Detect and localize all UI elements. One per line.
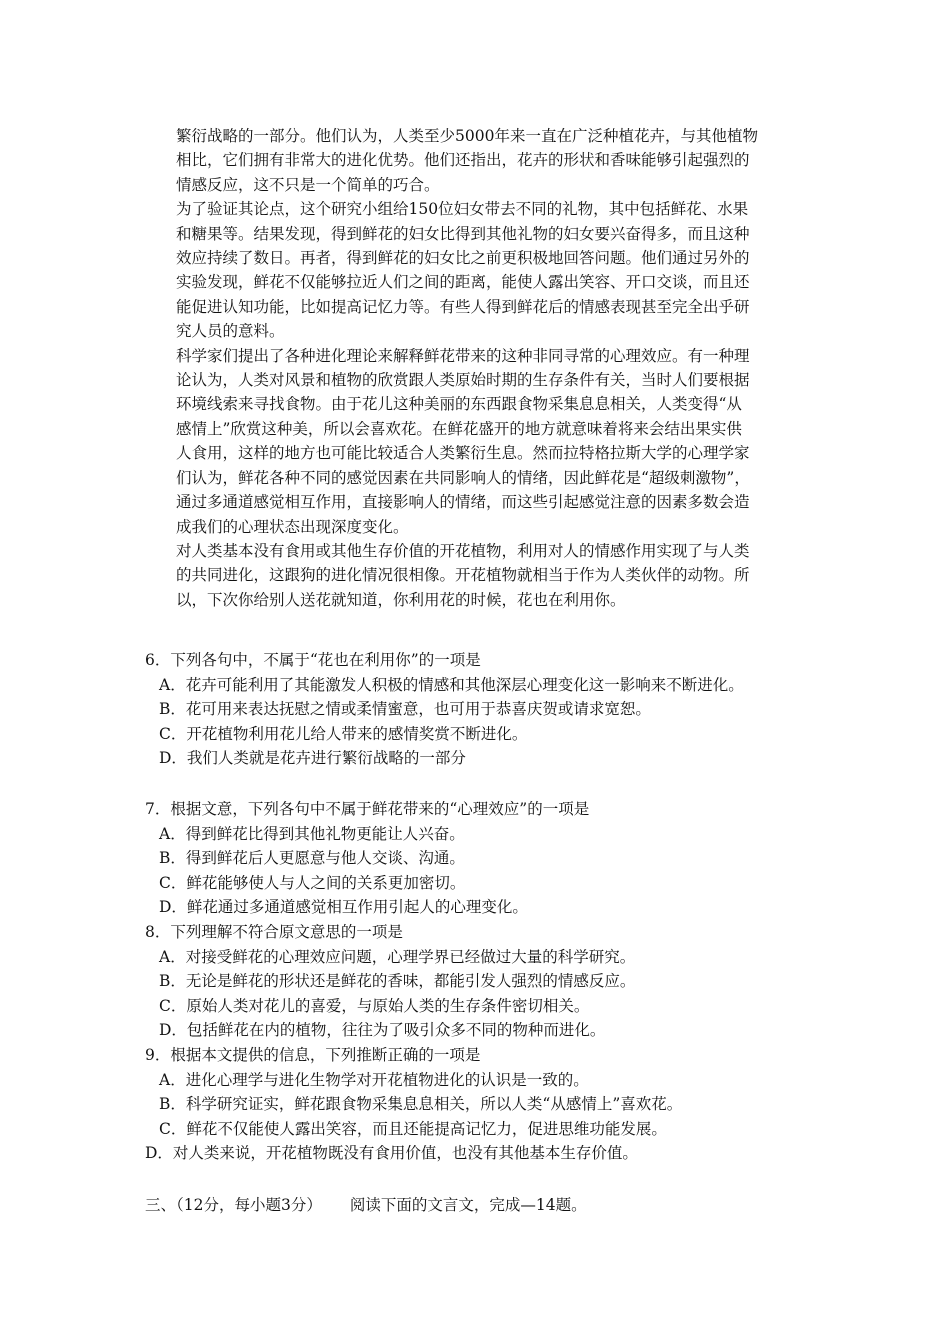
option-a: A．得到鲜花比得到其他礼物更能让人兴奋。	[159, 824, 465, 843]
passage-paragraph-2	[176, 197, 816, 343]
passage-line: 对人类基本没有食用或其他生存价值的开花植物，利用对人的情感作用实现了与人类	[176, 541, 750, 560]
passage-line: 以，下次你给别人送花就知道，你利用花的时候，花也在利用你。	[176, 590, 626, 609]
passage-line: 论认为，人类对风景和植物的欣赏跟人类原始时期的生存条件有关，当时人们要根据	[176, 371, 750, 390]
passage-line: 相比，它们拥有非常大的进化优势。他们还指出，花卉的形状和香味能够引起强烈的	[176, 151, 750, 170]
option-a: A．进化心理学与进化生物学对开花植物进化的认识是一致的。	[159, 1070, 589, 1089]
passage-line: 效应持续了数日。再者，得到鲜花的妇女比之前更积极地回答问题。他们通过另外的	[176, 249, 750, 268]
question-7	[145, 797, 845, 920]
question-6	[145, 648, 845, 771]
passage-line: 科学家们提出了各种进化理论来解释鲜花带来的这种非同寻常的心理效应。有一种理	[176, 346, 750, 365]
question-stem: 9．根据本文提供的信息，下列推断正确的一项是	[145, 1046, 481, 1064]
passage-line: 和糖果等。结果发现，得到鲜花的妇女比得到其他礼物的妇女要兴奋得多，而且这种	[176, 224, 750, 243]
option-c: C．开花植物利用花儿给人带来的感情奖赏不断进化。	[159, 724, 528, 743]
section-3-label: 三、（12分，每小题3分）	[145, 1196, 322, 1214]
passage-line: 的共同进化，这跟狗的进化情况很相像。开花植物就相当于作为人类伙伴的动物。所	[176, 566, 750, 585]
question-stem: 8．下列理解不符合原文意思的一项是	[145, 923, 403, 941]
passage-line: 实验发现，鲜花不仅能够拉近人们之间的距离，能使人露出笑容、开口交谈，而且还	[176, 273, 750, 292]
question-9	[145, 1043, 845, 1166]
option-a: A．对接受鲜花的心理效应问题，心理学界已经做过大量的科学研究。	[159, 947, 636, 966]
question-stem: 7．根据文意，下列各句中不属于鲜花带来的“心理效应”的一项是	[145, 800, 590, 818]
passage-line: 为了验证其论点，这个研究小组给150位妇女带去不同的礼物，其中包括鲜花、水果	[176, 200, 749, 219]
passage-line: 通过多通道感觉相互作用，直接影响人的情绪，而这些引起感觉注意的因素多数会造	[176, 493, 750, 512]
option-b: B．花可用来表达抚慰之情或柔情蜜意，也可用于恭喜庆贺或请求宽恕。	[159, 700, 651, 719]
option-c: C．原始人类对花儿的喜爱，与原始人类的生存条件密切相关。	[159, 996, 590, 1015]
option-d: D．包括鲜花在内的植物，往往为了吸引众多不同的物种而进化。	[159, 1021, 606, 1040]
question-8	[145, 920, 845, 1043]
question-stem: 6．下列各句中，不属于“花也在利用你”的一项是	[145, 651, 481, 669]
option-c: C．鲜花不仅能使人露出笑容，而且还能提高记忆力，促进思维功能发展。	[159, 1119, 667, 1138]
section-3-instruction: 阅读下面的文言文，完成—14题。	[349, 1196, 587, 1214]
option-d: D．鲜花通过多通道感觉相互作用引起人的心理变化。	[159, 898, 528, 917]
passage-line: 们认为，鲜花各种不同的感觉因素在共同影响人的情绪，因此鲜花是“超级刺激物”，	[176, 468, 750, 487]
passage-line: 繁衍战略的一部分。他们认为，人类至少5000年来一直在广泛种植花卉，与其他植物	[176, 127, 758, 145]
passage-line: 环境线索来寻找食物。由于花儿这种美丽的东西跟食物采集息息相关，人类变得“从	[176, 395, 742, 414]
section-3-line	[145, 1193, 845, 1218]
option-b: B．得到鲜花后人更愿意与他人交谈、沟通。	[159, 849, 465, 868]
passage-line: 感情上”欣赏这种美，所以会喜欢花。在鲜花盛开的地方就意味着将来会结出果实供	[176, 419, 742, 438]
section-3-header	[145, 1193, 845, 1218]
option-a: A．花卉可能利用了其能激发人积极的情感和其他深层心理变化这一影响来不断进化。	[159, 675, 744, 694]
passage-paragraph-1	[176, 124, 816, 197]
passage-line: 究人员的意料。	[176, 322, 285, 341]
option-d: D．我们人类就是花卉进行繁衍战略的一部分	[159, 749, 466, 768]
reading-passage	[176, 124, 816, 612]
passage-paragraph-3	[176, 344, 816, 539]
passage-paragraph-4	[176, 539, 816, 612]
option-b: B．无论是鲜花的形状还是鲜花的香味，都能引发人强烈的情感反应。	[159, 972, 636, 991]
option-d: D．对人类来说，开花植物既没有食用价值，也没有其他基本生存价值。	[145, 1144, 638, 1163]
passage-line: 能促进认知功能，比如提高记忆力等。有些人得到鲜花后的情感表现甚至完全出乎研	[176, 297, 750, 316]
option-c: C．鲜花能够使人与人之间的关系更加密切。	[159, 873, 466, 892]
passage-line: 成我们的心理状态出现深度变化。	[176, 517, 409, 536]
passage-line: 人食用，这样的地方也可能比较适合人类繁衍生息。然而拉特格拉斯大学的心理学家	[176, 444, 750, 463]
option-b: B．科学研究证实，鲜花跟食物采集息息相关，所以人类“从感情上”喜欢花。	[159, 1095, 683, 1114]
passage-line: 情感反应，这不只是一个简单的巧合。	[176, 175, 440, 194]
